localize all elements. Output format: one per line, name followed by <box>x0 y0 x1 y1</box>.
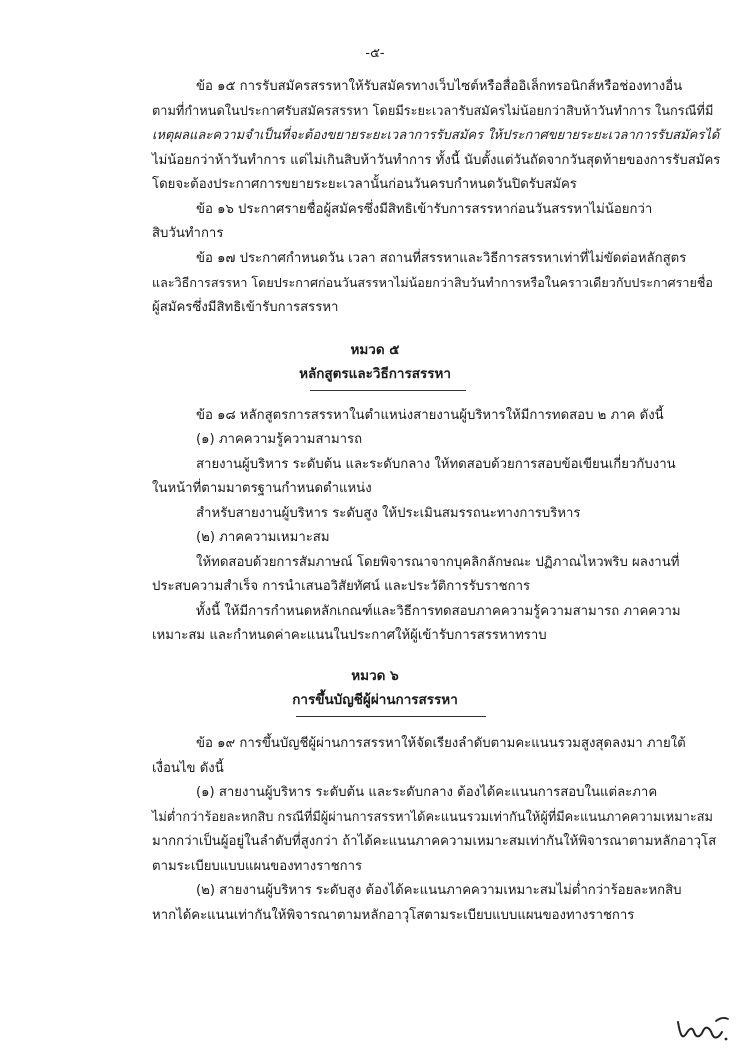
chapter5-underline <box>310 390 466 391</box>
chapter6-underline <box>296 716 486 717</box>
para15-line: ไม่น้อยกว่าห้าวันทำการ แต่ไม่เกินสิบห้าวันทำการ ทั้งนี้ นับตั้งแต่วันถัดจากวันสุดท้ายของการรับสมัคร <box>152 153 721 168</box>
para17-line: ผู้สมัครซึ่งมีสิทธิเข้ารับการสรรหา <box>152 300 339 315</box>
para15-line: ตามที่กำหนดในประกาศรับสมัครสรรหา โดยมีระยะเวลารับสมัครไม่น้อยกว่าสิบห้าวันทำการ ในกรณีที่มี <box>152 104 714 119</box>
para19-line: (๑) สายงานผู้บริหาร ระดับต้น และระดับกลาง ต้องได้คะแนนการสอบในแต่ละภาค <box>196 785 658 800</box>
para18-line: ประสบความสำเร็จ การนำเสนอวิสัยทัศน์ และประวัติการรับราชการ <box>152 579 531 594</box>
para16-line: ข้อ ๑๖ ประกาศรายชื่อผู้สมัครซึ่งมีสิทธิเข้ารับการสรรหาก่อนวันสรรหาไม่น้อยกว่า <box>196 202 653 217</box>
para18-line: เหมาะสม และกำหนดค่าคะแนนในประกาศให้ผู้เข้ารับการสรรหาทราบ <box>152 628 547 643</box>
chapter6-subtitle: การขึ้นบัญชีผู้ผ่านการสรรหา <box>292 692 458 708</box>
page-number: -๕- <box>365 46 385 61</box>
para18-line: ให้ทดสอบด้วยการสัมภาษณ์ โดยพิจารณาจากบุคลิกลักษณะ ปฏิภาณไหวพริบ ผลงานที่ <box>196 555 680 570</box>
para17-line: ข้อ ๑๗ ประกาศกำหนดวัน เวลา สถานที่สรรหาและวิธีการสรรหาเท่าที่ไม่ขัดต่อหลักสูตร <box>196 251 687 266</box>
para19-line: หากได้คะแนนเท่ากันให้พิจารณาตามหลักอาวุโสตามระเบียบแบบแผนของทางราชการ <box>152 908 635 923</box>
para18-line: (๒) ภาคความเหมาะสม <box>196 530 330 545</box>
chapter5-subtitle: หลักสูตรและวิธีการสรรหา <box>299 366 451 382</box>
para19-line: ข้อ ๑๙ การขึ้นบัญชีผู้ผ่านการสรรหาให้จัดเรียงลำดับตามคะแนนรวมสูงสุดลงมา ภายใต้ <box>196 736 686 751</box>
para16-line: สิบวันทำการ <box>152 226 224 241</box>
para18-line: (๑) ภาคความรู้ความสามารถ <box>196 432 363 447</box>
chapter6-title: หมวด ๖ <box>351 668 399 684</box>
para18-line: ในหน้าที่ตามมาตรฐานกำหนดตำแหน่ง <box>152 481 372 496</box>
para17-line: และวิธีการสรรหา โดยประกาศก่อนวันสรรหาไม่น้อยกว่าสิบวันทำการหรือในคราวเดียวกับประกาศรายชื่อ <box>152 275 713 290</box>
para18-line: สายงานผู้บริหาร ระดับต้น และระดับกลาง ให้ทดสอบด้วยการสอบข้อเขียนเกี่ยวกับงาน <box>196 457 676 472</box>
para18-line: ข้อ ๑๘ หลักสูตรการสรรหาในตำแหน่งสายงานผู้บริหารให้มีการทดสอบ ๒ ภาค ดังนี้ <box>196 408 664 423</box>
para19-line: ไม่ต่ำกว่าร้อยละหกสิบ กรณีที่มีผู้ผ่านการสรรหาได้คะแนนรวมเท่ากันให้ผู้ที่มีคะแนนภาคความเหมาะสม <box>152 810 713 825</box>
para15-line: เหตุผลและความจำเป็นที่จะต้องขยายระยะเวลาการรับสมัคร ให้ประกาศขยายระยะเวลาการรับสมัครได้ <box>152 128 720 143</box>
chapter5-title: หมวด ๕ <box>350 342 400 358</box>
para19-line: เงื่อนไข ดังนี้ <box>152 761 224 776</box>
para18-line: ทั้งนี้ ให้มีการกำหนดหลักเกณฑ์และวิธีการทดสอบภาคความรู้ความสามารถ ภาคความ <box>196 604 681 619</box>
para15-line: ข้อ ๑๕ การรับสมัครสรรหาให้รับสมัครทางเว็บไซต์หรือสื่ออิเล็กทรอนิกส์หรือช่องทางอื่น <box>196 79 683 94</box>
para19-line: ตามระเบียบแบบแผนของทางราชการ <box>152 859 363 874</box>
handwritten-initials <box>672 1012 732 1046</box>
para15-line: โดยจะต้องประกาศการขยายระยะเวลานั้นก่อนวันครบกำหนดวันปิดรับสมัคร <box>152 177 577 192</box>
para18-line: สำหรับสายงานผู้บริหาร ระดับสูง ให้ประเมินสมรรถนะทางการบริหาร <box>196 506 581 521</box>
para19-line: (๒) สายงานผู้บริหาร ระดับสูง ต้องได้คะแนนภาคความเหมาะสมไม่ต่ำกว่าร้อยละหกสิบ <box>196 883 682 898</box>
para19-line: มากกว่าเป็นผู้อยู่ในลำดับที่สูงกว่า ถ้าได้คะแนนภาคความเหมาะสมเท่ากันให้พิจารณาตามหลักอาวุโส <box>152 834 717 849</box>
